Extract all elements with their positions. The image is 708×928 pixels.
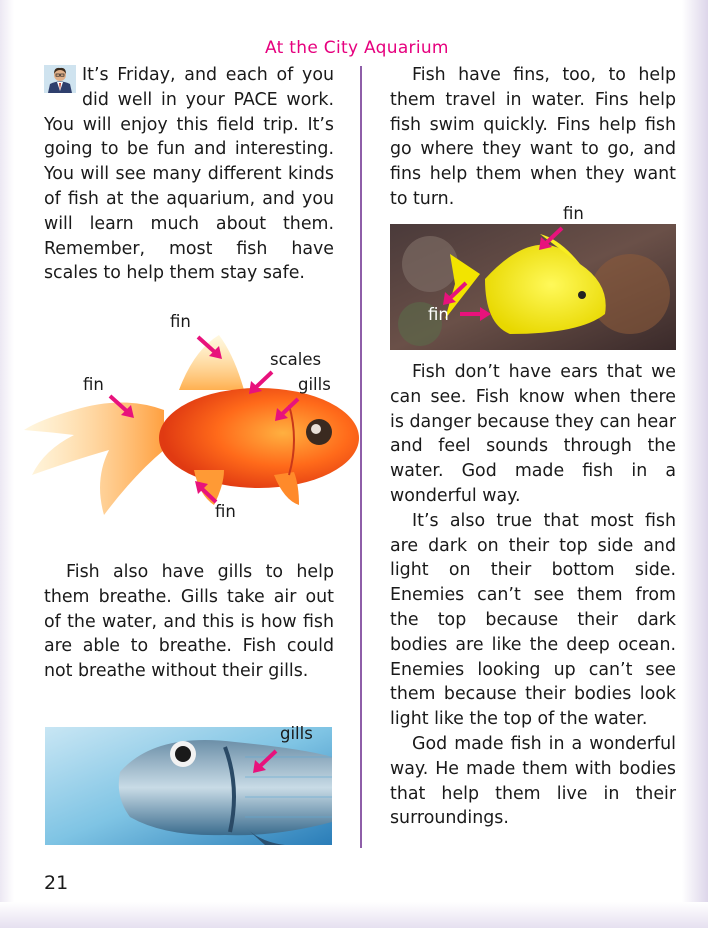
goldfish-scales-label: scales: [270, 350, 322, 369]
page-number: 21: [44, 872, 69, 894]
silver-fish-photo: [45, 727, 332, 845]
ears-paragraph: Fish don’t have ears that we can see. Fish know when there is danger because they can hear and feel sounds through the water. God made fish in a wonderful way.: [390, 362, 676, 506]
color-paragraph: It’s also true that most fish are dark on their top side and light on their bottom side. Enemies can’t see them from the top because their dark bodies are like the deep ocean. Enemies looking up can’t see them because their bodies look light like the top of the water.: [390, 510, 676, 730]
silver-fish-gills-label: gills: [280, 724, 313, 743]
yellow-fish-photo: [390, 224, 676, 350]
yellow-fish-image: [390, 224, 676, 350]
arrow-icon: [250, 747, 280, 777]
goldfish-photo: [14, 310, 359, 530]
intro-text-block: [44, 63, 334, 286]
gills-text-block: [44, 560, 334, 684]
closing-paragraph: God made fish in a wonderful way. He made them with bodies that help them live in their surroundings.: [390, 733, 676, 829]
column-divider: [360, 66, 362, 848]
arrow-icon: [458, 304, 492, 324]
goldfish-fin-top-label: fin: [170, 312, 191, 331]
page-edge-left: [0, 0, 14, 928]
arrow-icon: [194, 333, 224, 363]
goldfish-gills-label: gills: [298, 375, 331, 394]
arrow-icon: [106, 392, 136, 422]
yellow-fish-fin-left-label: fin: [428, 305, 449, 324]
goldfish-fin-left-label: fin: [83, 375, 104, 394]
silver-fish-image: [45, 727, 332, 845]
gills-paragraph: Fish also have gills to help them breathe. Gills take air out of the water, and this is how fish are able to breathe. Fish could not breathe without their gills.: [44, 562, 334, 682]
teacher-icon: [44, 65, 76, 93]
fins-text-block: [390, 63, 676, 212]
arrow-icon: [536, 224, 566, 254]
arrow-icon: [246, 368, 276, 398]
yellow-fish-fin-top-label: fin: [563, 204, 584, 223]
fins-paragraph: Fish have fins, too, to help them travel in water. Fins help fish swim quickly. Fins help fish go where they want to go, and fins help them when they want to turn.: [390, 65, 676, 209]
page-edge-bottom: [0, 902, 708, 928]
page-edge-right: [682, 0, 708, 928]
arrow-icon: [272, 395, 302, 425]
intro-paragraph: It’s Friday, and each of you did well in your PACE work. You will enjoy this field trip. It’s going to be fun and interesting. You will see many different kinds of fish at the aquarium, and you will learn much about them. Remember, most fish have scales to help them stay safe.: [44, 65, 334, 284]
goldfish-image: [14, 310, 359, 530]
page-title: At the City Aquarium: [265, 38, 449, 58]
senses-text-block: [390, 360, 676, 831]
goldfish-fin-bottom-label: fin: [215, 502, 236, 521]
